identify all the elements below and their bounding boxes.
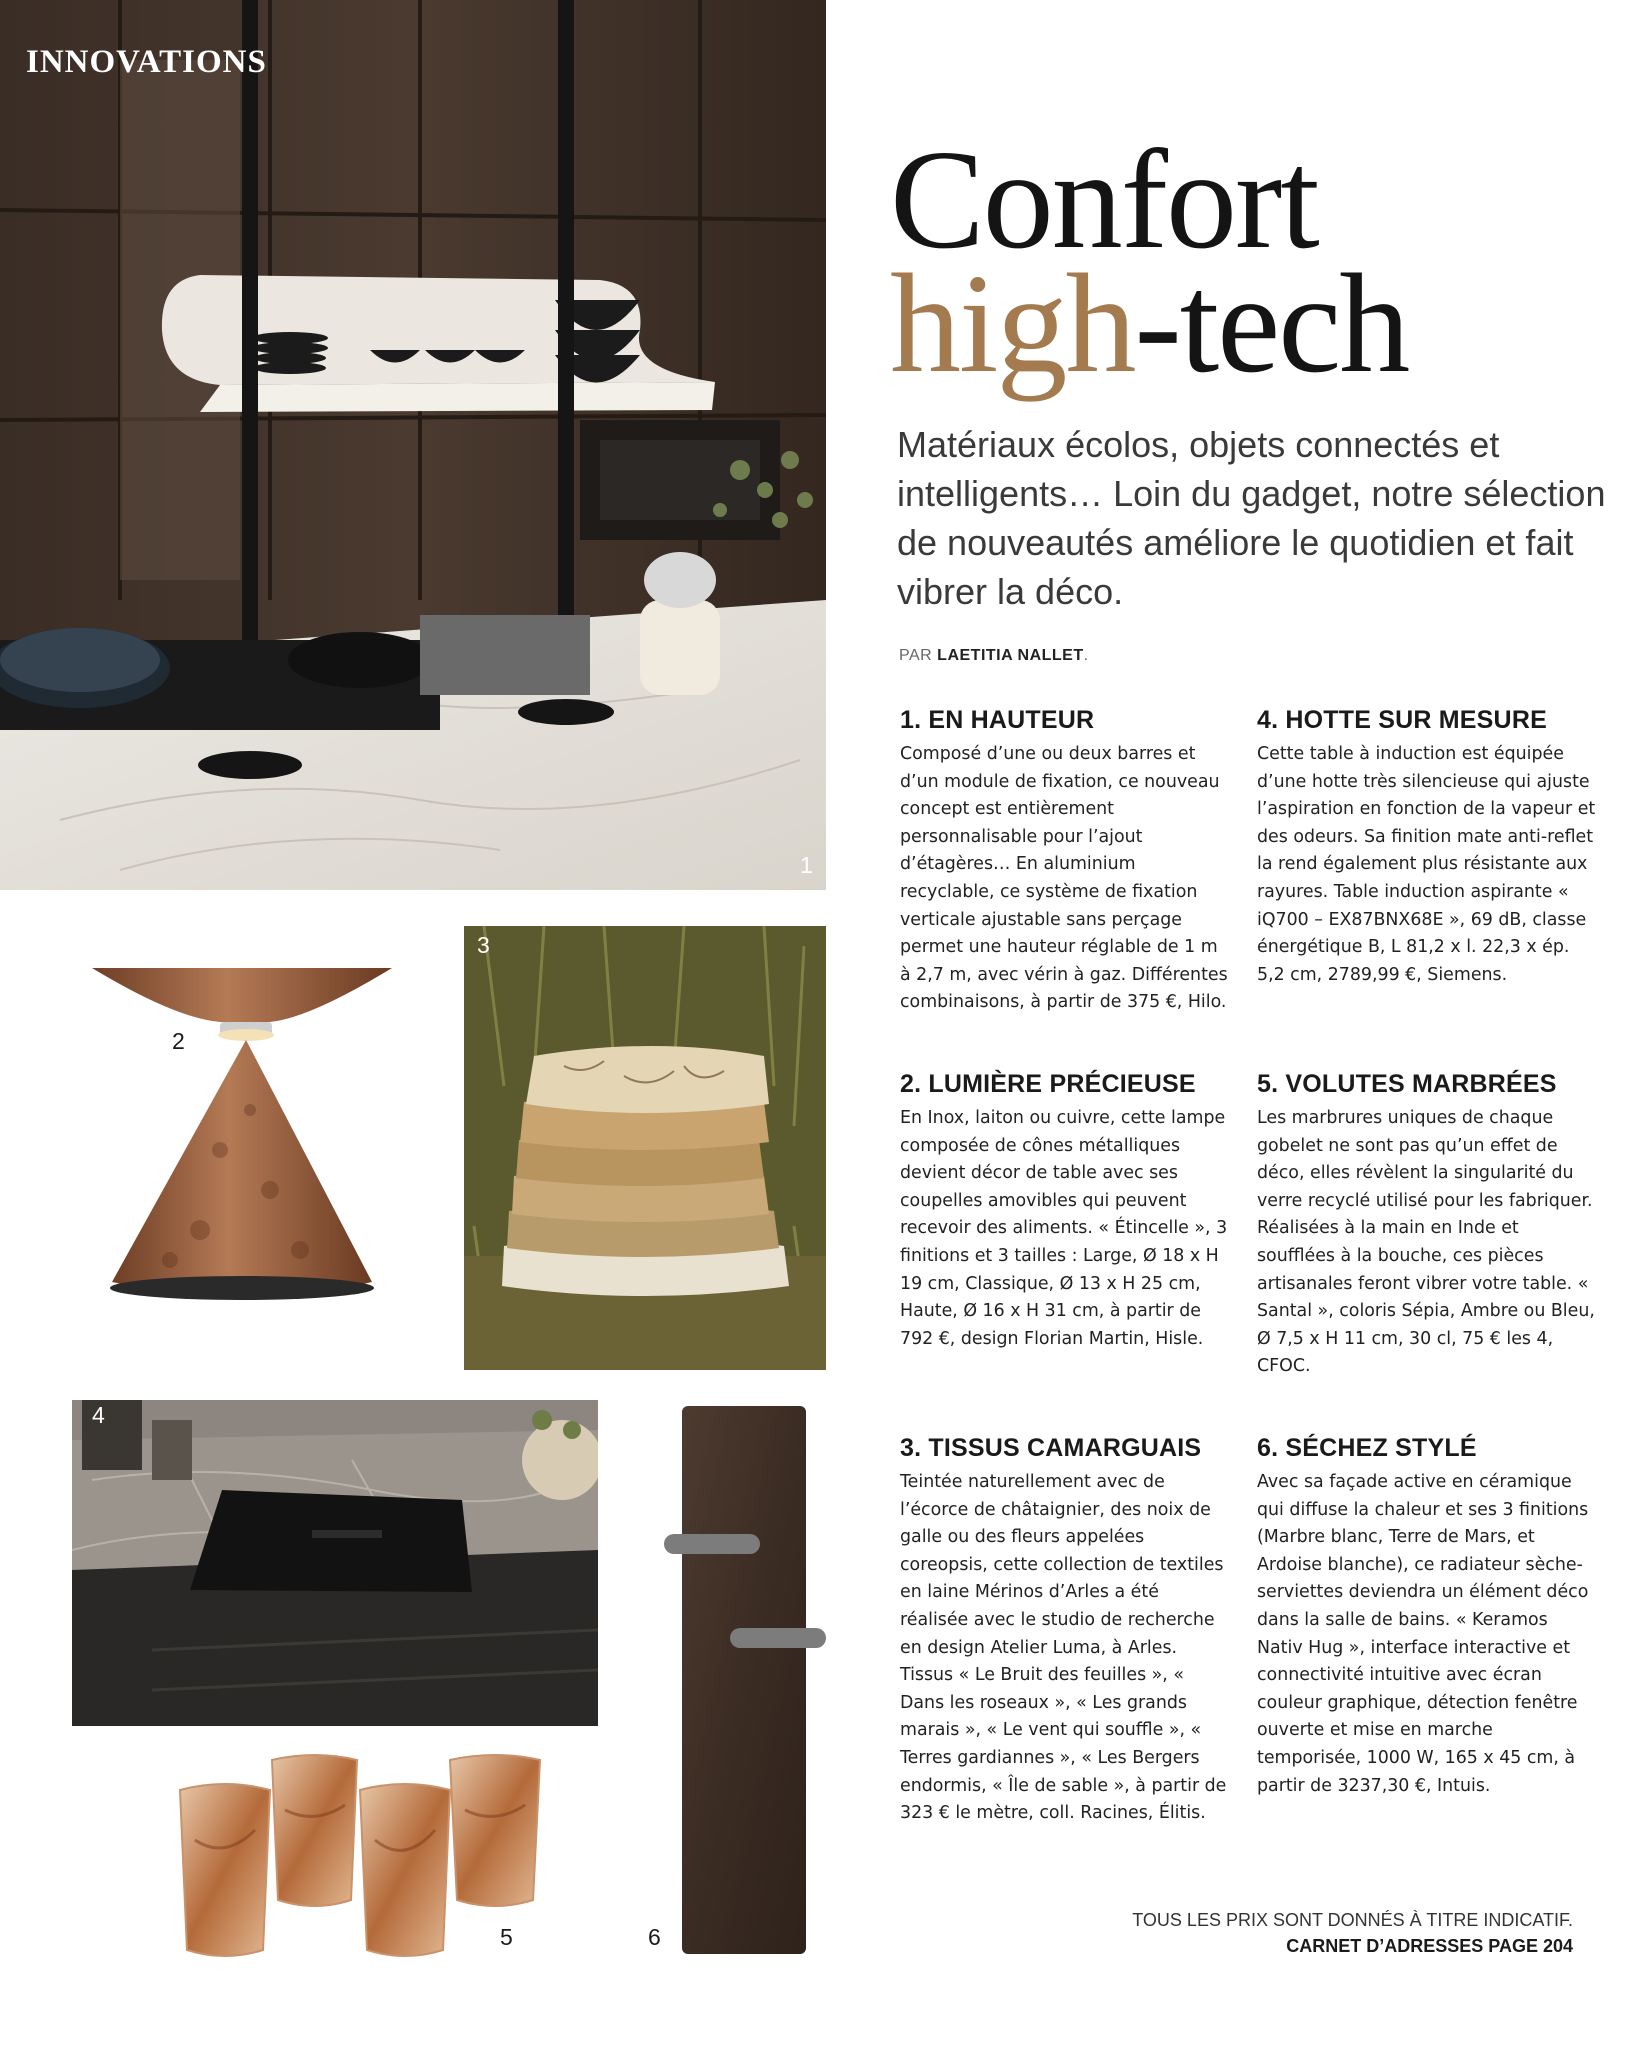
price-disclaimer: TOUS LES PRIX SONT DONNÉS À TITRE INDICATIF. bbox=[1132, 1910, 1573, 1930]
article-hotte-sur-mesure bbox=[1257, 705, 1597, 989]
byline-prefix: PAR bbox=[899, 647, 933, 664]
article-heading: 4. HOTTE SUR MESURE bbox=[1257, 706, 1547, 734]
photo-number-2: 2 bbox=[172, 1028, 185, 1054]
page-title-line1: Confort bbox=[890, 120, 1318, 278]
article-sechez-style bbox=[1257, 1433, 1597, 1800]
photo-number-5: 5 bbox=[500, 1924, 513, 1950]
photo-number-3: 3 bbox=[477, 932, 490, 958]
article-heading: 2. LUMIÈRE PRÉCIEUSE bbox=[900, 1070, 1196, 1098]
page-title-rest: -tech bbox=[1134, 244, 1409, 402]
photo-number-6: 6 bbox=[648, 1924, 661, 1950]
article-body: Teintée naturellement avec de l’écorce de châtaignier, des noix de galle ou des fleurs appelées coreopsis, cette collection de textiles en laine Mérinos d’Arles a été réalisée avec le studio de recherche en design Atelier Luma, à Arles. Tissus « Le Bruit des feuilles », « Dans les roseaux », « Les grands marais », « Le vent qui souffle », « Terres gardiannes », « Les Bergers endormis, « Île de sable », à partir de 323 € le mètre, coll. Racines, Élitis. bbox=[900, 1472, 1227, 1824]
article-en-hauteur bbox=[900, 705, 1230, 1017]
article-body: Cette table à induction est équipée d’une hotte très silencieuse qui ajuste l’aspiration en fonction de la vapeur et des odeurs. Sa finition mate anti-reflet la rend également plus résistante aux rayures. Table induction aspirante « iQ700 – EX87BNX68E », 69 dB, classe énergétique B, L 81,2 x l. 22,3 x ép. 5,2 cm, 2789,99 €, Siemens. bbox=[1257, 744, 1596, 985]
article-heading: 6. SÉCHEZ STYLÉ bbox=[1257, 1434, 1477, 1462]
byline: PAR LAETITIA NALLET. bbox=[899, 647, 1089, 664]
article-body: Composé d’une ou deux barres et d’un module de fixation, ce nouveau concept est entièrement personnalisable pour l’ajout d’étagères… En aluminium recyclable, ce système de fixation verticale ajustable sans perçage permet une hauteur réglable de 1 m à 2,7 m, avec vérin à gaz. Différentes combinaisons, à partir de 375 €, Hilo. bbox=[900, 744, 1228, 1013]
article-lumiere-precieuse bbox=[900, 1069, 1230, 1353]
article-tissus-camarguais bbox=[900, 1433, 1230, 1828]
photo-number-4: 4 bbox=[92, 1402, 105, 1428]
intro-paragraph: Matériaux écolos, objets connectés et intelligents… Loin du gadget, notre sélection de nouveautés améliore le quotidien et fait vibrer la déco. bbox=[897, 424, 1606, 612]
byline-author: LAETITIA NALLET bbox=[937, 647, 1084, 664]
page-title-accent: high bbox=[890, 244, 1135, 402]
article-volutes-marbrees bbox=[1257, 1069, 1597, 1381]
photo-number-1: 1 bbox=[800, 852, 813, 878]
induction-hob-photo bbox=[72, 1400, 598, 1726]
article-heading: 1. EN HAUTEUR bbox=[900, 706, 1095, 734]
page-title-line2 bbox=[890, 244, 1409, 402]
article-heading: 5. VOLUTES MARBRÉES bbox=[1257, 1070, 1557, 1098]
folded-textiles-photo bbox=[464, 926, 826, 1370]
address-reference: CARNET D’ADRESSES PAGE 204 bbox=[1286, 1936, 1573, 1956]
article-body: En Inox, laiton ou cuivre, cette lampe composée de cônes métalliques devient décor de table avec ses coupelles amovibles qui peuvent recevoir des aliments. « Étincelle », 3 finitions et 3 tailles : Large, Ø 18 x H 19 cm, Classique, Ø 13 x H 25 cm, Haute, Ø 16 x H 31 cm, à partir de 792 €, design Florian Martin, Hisle. bbox=[900, 1108, 1228, 1349]
article-heading: 3. TISSUS CAMARGUAIS bbox=[900, 1434, 1202, 1462]
section-label: INNOVATIONS bbox=[26, 44, 267, 80]
article-body: Avec sa façade active en céramique qui diffuse la chaleur et ses 3 finitions (Marbre blanc, Terre de Mars, et Ardoise blanche), ce radiateur sèche-serviettes deviendra un élément déco dans la salle de bains. « Keramos Nativ Hug », interface interactive et connectivité intuitive avec écran couleur graphique, détection fenêtre ouverte et mise en marche temporisée, 1000 W, 165 x 45 cm, à partir de 3237,30 €, Intuis. bbox=[1257, 1472, 1589, 1796]
copper-lamp-photo bbox=[80, 950, 410, 1320]
towel-radiator-photo bbox=[660, 1400, 830, 1960]
article-body: Les marbrures uniques de chaque gobelet ne sont pas qu’un effet de déco, elles révèlent la singularité du verre recyclé utilisé pour les fabriquer. Réalisées à la main en Inde et soufflées à la bouche, ces pièces artisanales feront vibrer votre table. « Santal », coloris Sépia, Ambre ou Bleu, Ø 7,5 x H 11 cm, 30 cl, 75 € les 4, CFOC. bbox=[1257, 1108, 1595, 1377]
kitchen-shelf-photo bbox=[0, 0, 826, 890]
